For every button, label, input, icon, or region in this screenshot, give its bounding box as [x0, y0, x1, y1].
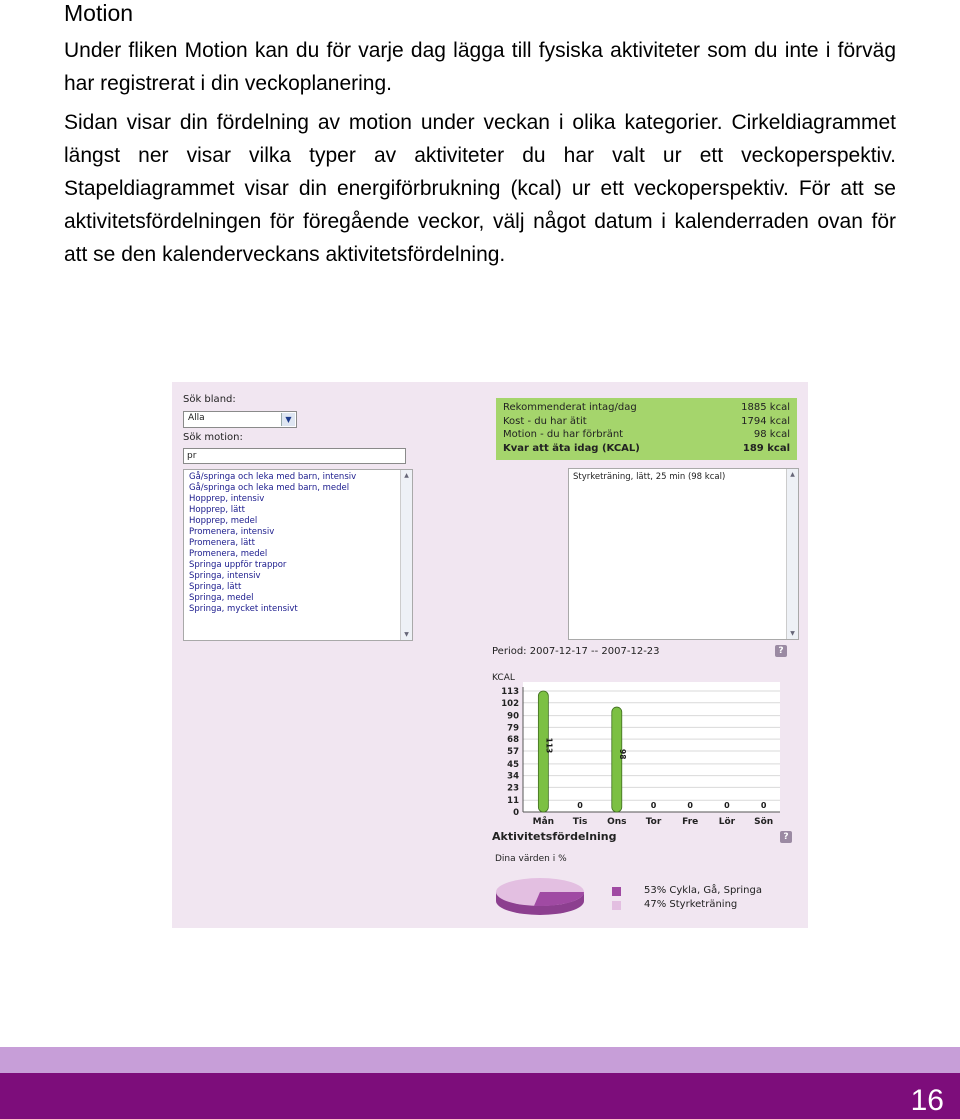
kcal-row-label: Kost - du har ätit — [503, 415, 587, 427]
x-tick-label: Lör — [718, 817, 736, 827]
section-heading: Motion — [64, 0, 134, 26]
y-tick-label: 45 — [507, 759, 519, 770]
x-tick-label: Ons — [607, 817, 627, 827]
kcal-row-label: Kvar att äta idag (KCAL) — [503, 442, 640, 454]
scroll-up-icon[interactable]: ▲ — [404, 472, 409, 479]
help-icon[interactable]: ? — [780, 831, 792, 843]
bar-value-label: 0 — [650, 801, 657, 810]
activity-list-items — [189, 472, 356, 615]
y-tick-label: 102 — [501, 698, 519, 709]
kcal-row — [503, 402, 790, 415]
list-item[interactable]: Springa, medel — [189, 593, 254, 603]
kcal-row-value: 1794 kcal — [741, 415, 790, 427]
kcal-summary — [496, 398, 797, 460]
category-select-value: Alla — [188, 413, 205, 423]
motion-screenshot — [172, 382, 808, 928]
list-item[interactable]: Hopprep, medel — [189, 516, 258, 526]
list-item[interactable]: Gå/springa och leka med barn, medel — [189, 483, 350, 493]
list-item[interactable]: Springa, mycket intensivt — [189, 604, 298, 614]
kcal-row — [503, 416, 790, 429]
activity-list-scrollbar[interactable] — [400, 470, 412, 640]
search-motion-input[interactable]: pr — [183, 448, 406, 464]
bar-value-label: 0 — [577, 801, 583, 810]
search-motion-label: Sök motion: — [183, 432, 243, 443]
category-select[interactable] — [183, 411, 297, 428]
chevron-down-icon[interactable]: ▼ — [281, 413, 295, 426]
kcal-bar-chart — [492, 682, 782, 830]
plot-area — [523, 682, 780, 812]
description-paragraph: Sidan visar din fördelning av motion under veckan i olika kategorier. Cirkeldiagrammet längst ner visar vilka typer av aktiviteter du har valt ur ett veckoperspektiv. Stapeldiagrammet visar din energiförbrukning (kcal) ur ett veckoperspektiv. För att se aktivitetsfördelningen för föregående veckor, välj något datum i kalenderraden ovan för att se den kalenderveckans aktivitetsfördelning. — [64, 111, 896, 266]
y-tick-label: 68 — [507, 735, 519, 746]
intro-paragraph: Under fliken Motion kan du för varje dag lägga till fysiska aktiviteter som du inte i förväg har registrerat i din veckoplanering. — [64, 39, 896, 95]
y-tick-label: 34 — [507, 771, 519, 782]
y-tick-label: 23 — [507, 783, 519, 794]
y-tick-label: 90 — [507, 711, 519, 722]
bar-value-label: 98 — [617, 749, 627, 760]
list-item[interactable]: Gå/springa och leka med barn, intensiv — [189, 472, 357, 482]
bar-value-label: 0 — [724, 801, 730, 810]
list-item[interactable]: Promenera, intensiv — [189, 527, 275, 537]
bar-value-label: 0 — [760, 801, 767, 810]
activity-distribution-title: Aktivitetsfördelning — [492, 830, 617, 843]
y-tick-label: 79 — [507, 723, 519, 734]
scroll-down-icon[interactable]: ▼ — [790, 630, 795, 637]
scroll-down-icon[interactable]: ▼ — [404, 631, 409, 638]
y-tick-label: 0 — [513, 808, 519, 818]
bar — [612, 707, 622, 812]
y-tick-label: 11 — [507, 796, 519, 807]
kcal-row — [503, 429, 790, 442]
x-tick-label: Fre — [682, 817, 699, 827]
kcal-row-value: 1885 kcal — [741, 402, 790, 413]
footer-band-light — [0, 1047, 960, 1073]
legend-label: 47% Styrketräning — [644, 899, 738, 910]
y-tick-label: 113 — [501, 687, 519, 697]
legend-label: 53% Cykla, Gå, Springa — [644, 885, 762, 896]
x-tick-label: Tor — [645, 817, 662, 827]
selected-list-scrollbar[interactable] — [786, 469, 798, 639]
list-item[interactable]: Springa, lätt — [189, 582, 242, 592]
x-tick-label: Tis — [572, 817, 588, 827]
page-number: 16 — [910, 1084, 944, 1117]
kcal-row-value: 98 kcal — [753, 429, 790, 440]
legend-swatch-strength — [612, 901, 621, 910]
legend-swatch-cardio — [612, 887, 621, 896]
bar-value-label: 113 — [544, 737, 554, 754]
list-item[interactable]: Hopprep, lätt — [189, 505, 245, 515]
kcal-row-value: 189 kcal — [742, 442, 790, 454]
legend-item — [612, 898, 762, 912]
selected-activities-list[interactable] — [568, 468, 799, 640]
help-icon[interactable]: ? — [775, 645, 787, 657]
list-item[interactable]: Promenera, lätt — [189, 538, 255, 548]
search-among-label: Sök bland: — [183, 394, 236, 405]
list-item[interactable]: Promenera, medel — [189, 549, 268, 559]
kcal-row-label: Motion - du har förbränt — [503, 429, 624, 440]
bar-value-label: 0 — [687, 801, 694, 810]
legend-item — [612, 884, 762, 898]
x-tick-label: Sön — [754, 817, 774, 827]
kcal-axis-label: KCAL — [492, 673, 515, 683]
list-item[interactable]: Hopprep, intensiv — [189, 494, 265, 504]
list-item[interactable]: Springa uppför trappor — [189, 560, 287, 570]
your-values-label: Dina värden i % — [495, 854, 567, 864]
footer-band-dark — [0, 1073, 960, 1119]
y-tick-label: 57 — [507, 746, 519, 757]
pie-legend — [612, 884, 762, 912]
selected-activity[interactable]: Styrketräning, lätt, 25 min (98 kcal) — [573, 472, 726, 482]
scroll-up-icon[interactable]: ▲ — [790, 471, 795, 478]
activity-list[interactable] — [183, 469, 413, 641]
x-tick-label: Mån — [532, 817, 555, 827]
kcal-row — [503, 443, 790, 456]
list-item[interactable]: Springa, intensiv — [189, 571, 261, 581]
kcal-row-label: Rekommenderat intag/dag — [503, 402, 637, 413]
activity-pie-chart — [490, 870, 586, 924]
period-label: Period: 2007-12-17 -- 2007-12-23 — [492, 646, 660, 657]
